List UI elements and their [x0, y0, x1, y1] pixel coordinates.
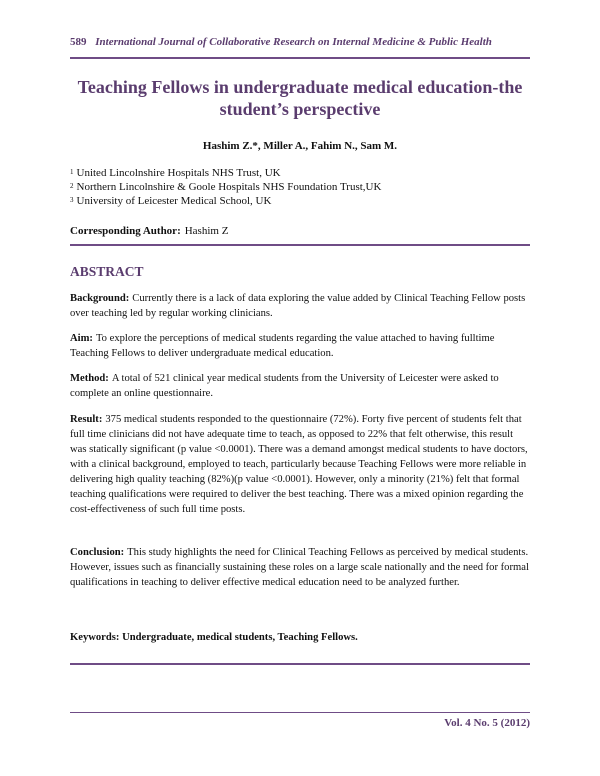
abstract-conclusion: Conclusion: This study highlights the need for Clinical Teaching Fellows as perceived by medical students. However, issues such as financially sustaining these roles on a large scale nationally and the need for formal qualifications in teaching to deliver effective medical education need to be analyzed further.	[70, 547, 529, 588]
author-list: Hashim Z.*, Miller A., Fahim N., Sam M.	[202, 140, 398, 152]
article-title: Teaching Fellows in undergraduate medical education-the student’s perspective	[77, 77, 523, 119]
abstract-method: Method: A total of 521 clinical year medical students from the University of Leicester were asked to complete an online questionnaire.	[70, 373, 499, 399]
volume-footer: Vol. 4 No. 5 (2012)	[444, 717, 530, 729]
page-number: 589	[70, 36, 87, 48]
abstract-heading: ABSTRACT	[70, 264, 144, 279]
journal-title: International Journal of Collaborative Research on Internal Medicine & Public Health	[95, 36, 492, 48]
affiliation-item: $^3$ University of Leicester Medical School, UK	[70, 195, 272, 207]
corresponding-author: Corresponding Author: Hashim Z	[70, 225, 229, 237]
abstract-result: Result: 375 medical students responded to the questionnaire (72%). Forty five percent of students felt that full time clinicians did not have adequate time to teach, as opposed to 22% that felt otherwise, this result was statically significant (p value <0.0001). There was a demand amongst medical students to have doctors, with a clinical background, employed to teach, particularly because Teaching Fellows were more reliable in delivering high quality teaching (82%)(p value <0.0001). However, only a minority (21%) felt that formal teaching qualifications were required to deliver the best teaching. There was a mixed opinion regarding the cost-effectiveness of such full time posts.	[70, 414, 528, 515]
affiliation-item: $^2$ Northern Lincolnshire & Goole Hospitals NHS Foundation Trust,UK	[70, 181, 382, 193]
affiliation-item: $^1$ United Lincolnshire Hospitals NHS Trust, UK	[70, 167, 281, 179]
footer-rule	[70, 712, 530, 713]
header-rule	[70, 57, 530, 59]
section-rule	[70, 244, 530, 246]
keywords-rule	[70, 663, 530, 665]
abstract-background: Background: Currently there is a lack of data exploring the value added by Clinical Teaching Fellow posts over teaching led by regular working clinicians.	[70, 293, 526, 319]
running-header	[70, 36, 492, 48]
keywords: Keywords: Undergraduate, medical students, Teaching Fellows.	[70, 632, 358, 643]
abstract-aim: Aim: To explore the perceptions of medical students regarding the value attached to having fulltime Teaching Fellows to deliver undergraduate medical education.	[70, 333, 495, 359]
affiliation-list	[70, 166, 381, 208]
